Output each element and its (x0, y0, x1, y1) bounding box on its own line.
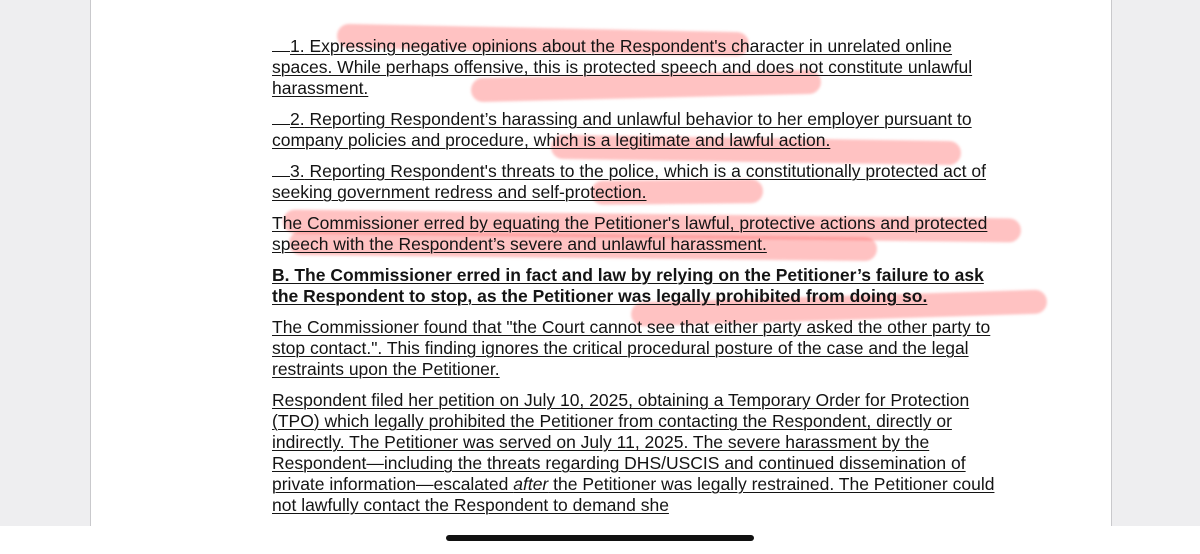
finding-paragraph: The Commissioner found that "the Court cannot see that either party asked the other party to stop contact.". This finding ignores the critical procedural posture of the case and the legal restraints upon the Petitioner. (272, 317, 991, 379)
list-item-text: Reporting Respondent’s harassing and unlawful behavior to her employer pursuant to company policies and procedure, which is a legitimate and lawful action. (272, 109, 972, 150)
tpo-text-end: the Petitioner was legally restrained. The Petitioner could not lawfully contact the Respondent to demand she (272, 474, 995, 515)
list-item-text: Reporting Respondent's threats to the police, which is a constitutionally protected act of seeking government redress and self-protection. (272, 161, 986, 202)
home-indicator[interactable] (446, 535, 754, 541)
list-item-number: 3. (290, 161, 305, 181)
list-item-text: Expressing negative opinions about the Respondent's character in unrelated online spaces. While perhaps offensive, this is protected speech and does not constitute unlawful harassment. (272, 36, 973, 98)
list-item (272, 161, 1007, 203)
tpo-paragraph (272, 390, 1007, 516)
section-heading: B. The Commissioner erred in fact and law by relying on the Petitioner’s failure to ask the Respondent to stop, as the Petitioner was legally prohibited from doing so. (272, 265, 984, 306)
list-item-number: 2. (290, 109, 305, 129)
indent-underline (272, 161, 290, 177)
tpo-emphasis: after (513, 474, 549, 494)
indent-underline (272, 109, 290, 125)
document-body (272, 36, 1007, 526)
document-page[interactable] (90, 0, 1112, 526)
list-item-number: 1. (290, 36, 305, 56)
conclusion-paragraph: The Commissioner erred by equating the Petitioner's lawful, protective actions and protected speech with the Respondent’s severe and unlawful harassment. (272, 213, 988, 254)
list-item (272, 109, 1007, 151)
tpo-text-start: Respondent filed her petition on July 10, 2025, obtaining a Temporary Order for Protection (TPO) which legally prohibited the Petitioner from contacting the Respondent, directly or indirectly. The Petitioner was served on July 11, 2025. The severe harassment by the Respondent—including the threats regarding DHS/USCIS and continued dissemination of private information—escalated (272, 390, 970, 494)
indent-underline (272, 36, 290, 52)
list-item (272, 36, 1007, 99)
